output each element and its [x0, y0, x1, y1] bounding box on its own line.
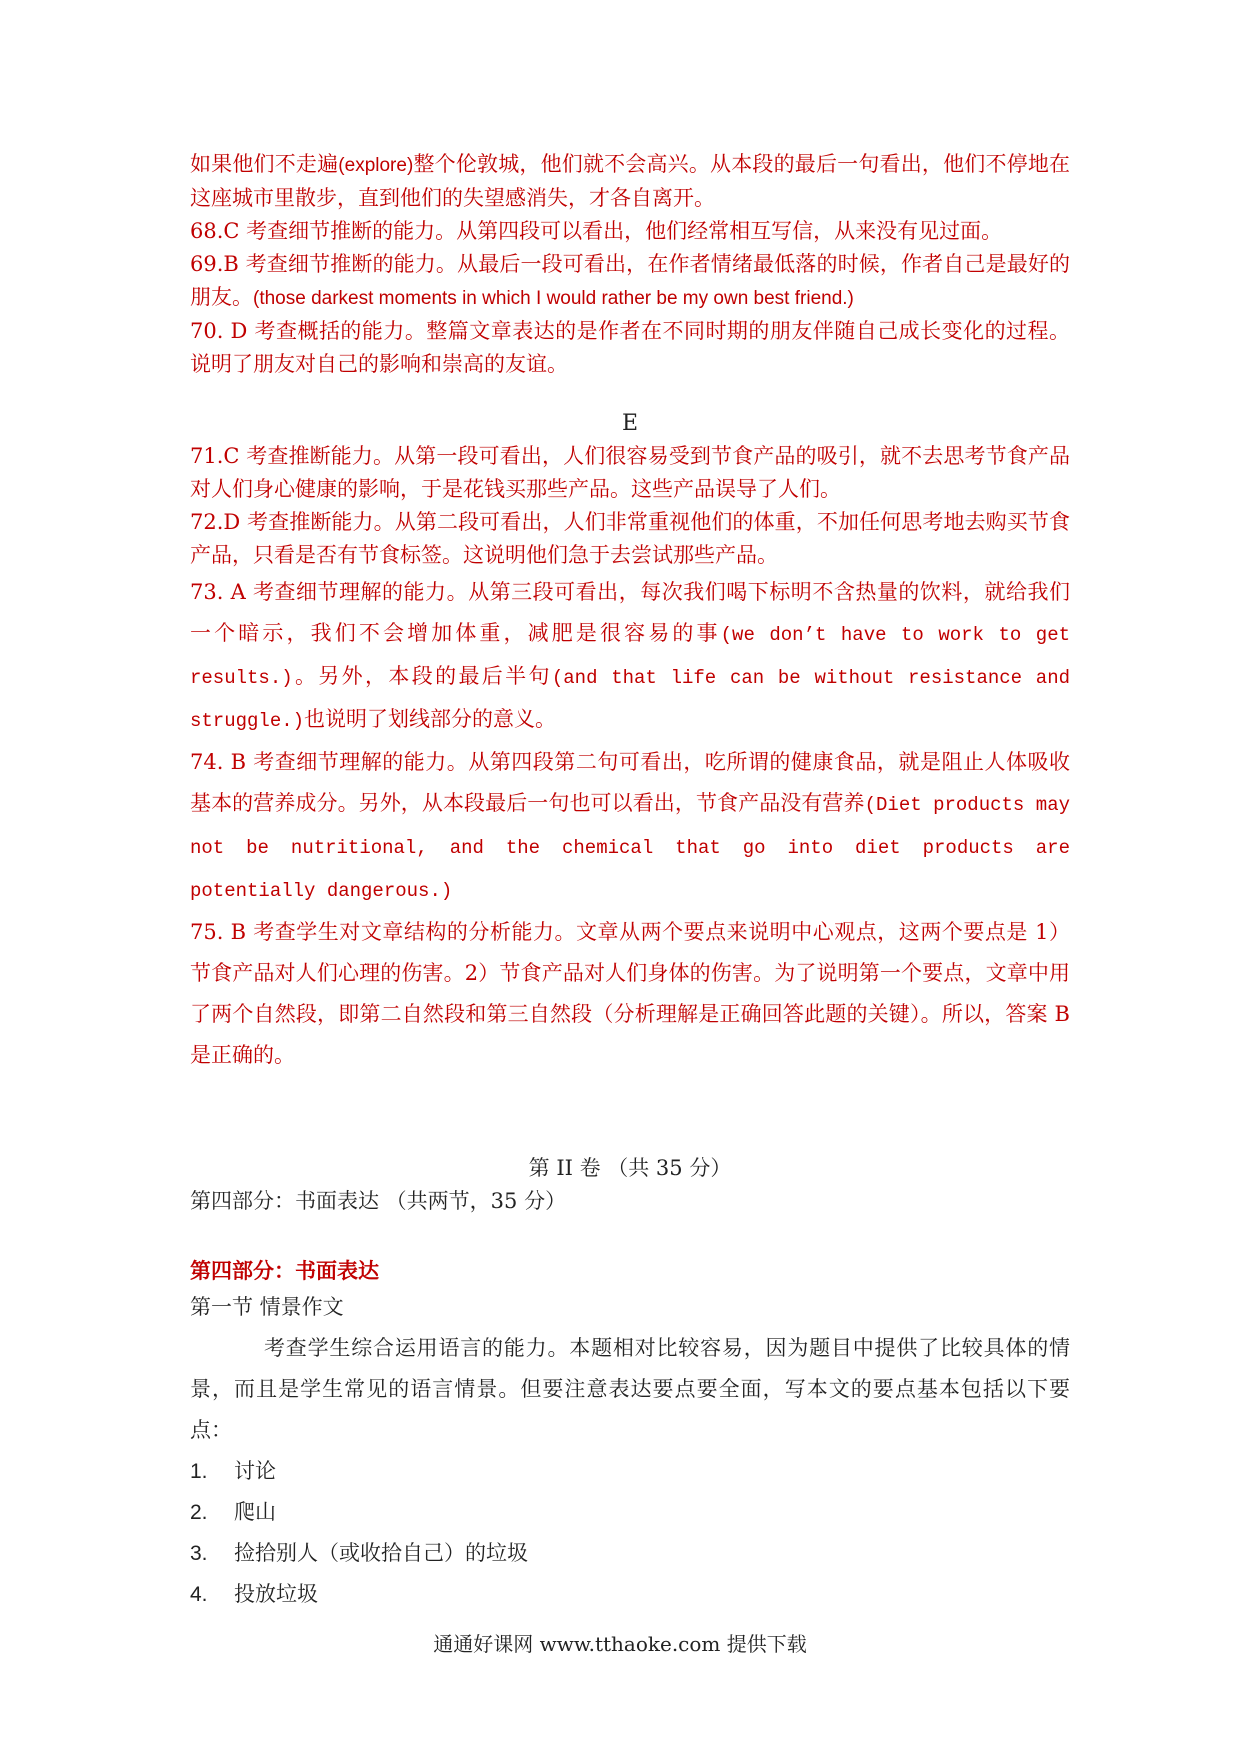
- answer-73-text-a: 73. A 考查细节理解的能力。从第三段可看出，每次我们喝下标明不含热量的饮料，就给我们一个暗示，我们不会增加体重，减肥是很容易的事: [190, 580, 1070, 645]
- list-item-number: 2.: [190, 1501, 208, 1524]
- list-item-text: 讨论: [234, 1459, 276, 1483]
- list-item: [190, 1533, 1070, 1574]
- spacer: [190, 1076, 1070, 1152]
- answer-73-quote-2: (and that life can be without resistance and struggle.): [190, 667, 1071, 732]
- section-1-intro: 考查学生综合运用语言的能力。本题相对比较容易，因为题目中提供了比较具体的情景，而且是学生常见的语言情景。但要注意表达要点要全面，写本文的要点基本包括以下要点：: [190, 1336, 1070, 1442]
- list-item-number: 3.: [190, 1542, 208, 1565]
- answer-68: 68.C 考查细节推断的能力。从第四段可以看出，他们经常相互写信，从来没有见过面。: [190, 219, 1003, 243]
- answer-69: [190, 248, 1070, 315]
- list-item-text: 投放垃圾: [234, 1582, 318, 1606]
- list-item: [190, 1574, 1070, 1615]
- tail-text-a: 如果他们不走遍: [190, 152, 339, 176]
- answer-74-quote: (Diet products may not be nutritional, and the chemical that go into diet products are potentially dangerous.): [190, 794, 1071, 902]
- answer-73-text-c: 。另外，本段的最后半句: [292, 664, 552, 688]
- answer-72: 72.D 考查推断能力。从第二段可看出，人们非常重视他们的体重，不加任何思考地去购买节食产品，只看是否有节食标签。这说明他们急于去尝试那些产品。: [190, 510, 1070, 567]
- page-content: [190, 148, 1070, 1615]
- section-e-heading: E: [621, 411, 639, 436]
- answer-73-text-e: 也说明了划线部分的意义。: [304, 707, 557, 731]
- answer-73: [190, 572, 1070, 742]
- section-d-tail: [190, 148, 1070, 215]
- part-4-bold-heading: 第四部分：书面表达: [190, 1258, 379, 1283]
- list-item-number: 4.: [190, 1583, 208, 1606]
- answer-69-text: 69.B 考查细节推断的能力。从最后一段可看出，在作者情绪最低落的时候，作者自己是最好的朋友。: [190, 252, 1070, 309]
- answer-75: 75. B 考查学生对文章结构的分析能力。文章从两个要点来说明中心观点，这两个要点是 1）节食产品对人们心理的伤害。2）节食产品对人们身体的伤害。为了说明第一个要点，文章中用了两个自然段，即第二自然段和第三自然段（分析理解是正确回答此题的关键）。所以，答案 B 是正确的。: [190, 920, 1070, 1067]
- answer-70: 70. D 考查概括的能力。整篇文章表达的是作者在不同时期的朋友伴随自己成长变化的过程。说明了朋友对自己的影响和崇高的友谊。: [190, 319, 1070, 376]
- list-item-text: 爬山: [234, 1500, 276, 1524]
- section-1-title: 第一节 情景作文: [190, 1295, 344, 1319]
- answer-71: 71.C 考查推断能力。从第一段可看出，人们很容易受到节食产品的吸引，就不去思考节食产品对人们身心健康的影响，于是花钱买那些产品。这些产品误导了人们。: [190, 444, 1070, 501]
- volume-2-title: 第 II 卷 （共 35 分）: [528, 1156, 732, 1180]
- list-item: [190, 1451, 1070, 1492]
- list-item-text: 捡拾别人（或收拾自己）的垃圾: [234, 1541, 528, 1565]
- list-item: [190, 1492, 1070, 1533]
- list-item-number: 1.: [190, 1460, 208, 1483]
- answer-74: [190, 742, 1070, 912]
- page-footer: 通通好课网 www.tthaoke.com 提供下载: [433, 1632, 807, 1656]
- tail-text-c: 整个伦敦城，他们就不会高兴。从本段的最后一句看出，他们不停地在这座城市里散步，直到他们的失望感消失，才各自离开。: [190, 152, 1071, 210]
- tail-text-explore: (explore): [338, 155, 414, 176]
- answer-73-quote-1: (we don’t have to work to get results.): [190, 624, 1071, 689]
- answer-69-quote: (those darkest moments in which I would rather be my own best friend.): [253, 288, 854, 309]
- answer-74-text: 74. B 考查细节理解的能力。从第四段第二句可看出，吃所谓的健康食品，就是阻止人体吸收基本的营养成分。另外，从本段最后一句也可以看出，节食产品没有营养: [190, 750, 1070, 815]
- points-list: [190, 1451, 1070, 1615]
- part-4-heading: 第四部分：书面表达 （共两节，35 分）: [190, 1189, 567, 1213]
